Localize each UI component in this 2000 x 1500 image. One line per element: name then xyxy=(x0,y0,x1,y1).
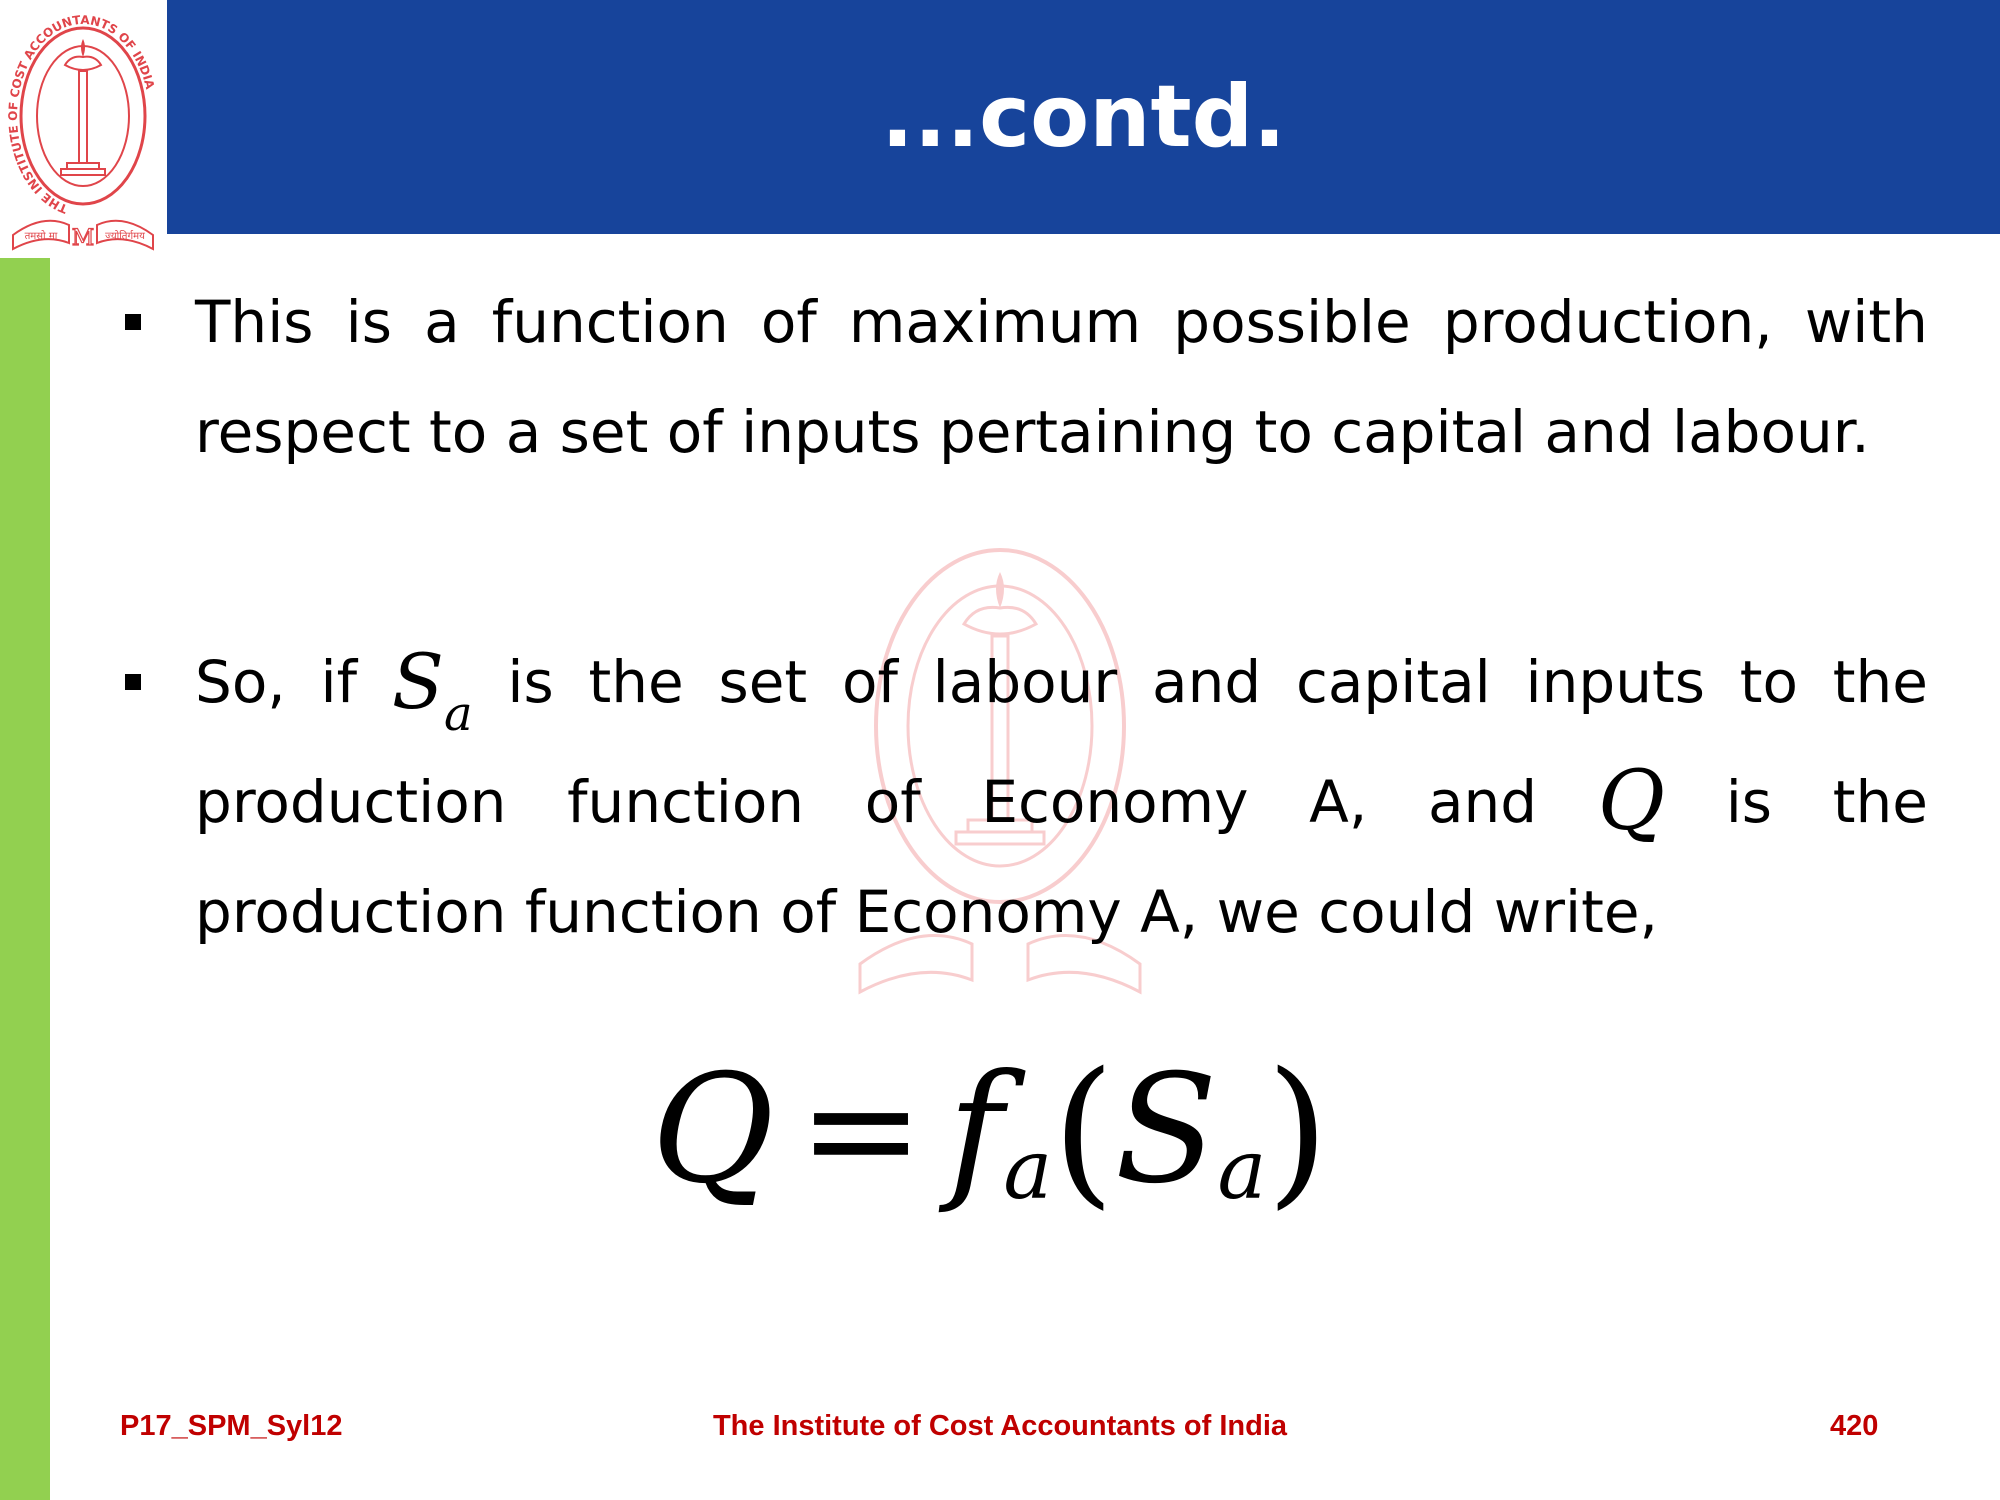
word: inputs xyxy=(1525,648,1705,716)
logo-motto-left: तमसो मा xyxy=(24,231,58,242)
bullet-marker xyxy=(125,314,141,330)
production-function-equation xyxy=(651,1020,1329,1240)
slide-title: ...contd. xyxy=(881,67,1286,167)
bullet-1-line-2: respect to a set of inputs pertaining to capital and labour. xyxy=(195,398,1870,466)
word: is xyxy=(507,648,554,716)
word: So, xyxy=(195,648,286,716)
bullet-2-line-1 xyxy=(195,627,1928,747)
symbol-s-a xyxy=(392,627,473,747)
word: This xyxy=(195,288,314,356)
bullet-paragraph-2 xyxy=(195,627,1928,967)
word: A, xyxy=(1309,768,1368,836)
footer-course-code: P17_SPM_Syl12 xyxy=(120,1410,343,1442)
word: is xyxy=(1725,768,1773,836)
word: is xyxy=(345,288,392,356)
word: of xyxy=(864,768,921,836)
equation-func: f xyxy=(947,1043,1004,1217)
logo-motto-right: ज्योतिर्गमय xyxy=(105,231,145,242)
symbol-s-a-subscript: a xyxy=(443,686,473,742)
word: and xyxy=(1427,768,1538,836)
bullet-1-line-1 xyxy=(195,267,1928,377)
bullet-paragraph-1 xyxy=(195,267,1928,487)
word: of xyxy=(760,288,817,356)
equation-arg-sub: a xyxy=(1217,1122,1267,1218)
word: labour xyxy=(932,648,1118,716)
word: of xyxy=(841,648,898,716)
institute-logo xyxy=(0,0,167,258)
word: the xyxy=(1832,768,1928,836)
equation-paren-close: ) xyxy=(1266,1036,1329,1224)
word: Economy xyxy=(981,768,1249,836)
bullet-marker xyxy=(125,674,141,690)
word: function xyxy=(567,768,805,836)
logo-emblem-letter: M xyxy=(71,226,95,251)
footer-page-number: 420 xyxy=(1830,1410,1879,1442)
word: set xyxy=(718,648,808,716)
bullet-2-line-2 xyxy=(195,747,1928,857)
word: capital xyxy=(1295,648,1491,716)
word: to xyxy=(1739,648,1798,716)
institute-logo-emblem-icon xyxy=(3,3,163,253)
word: production, xyxy=(1442,288,1773,356)
word: production xyxy=(195,768,507,836)
word: the xyxy=(1832,648,1928,716)
equation-lhs: Q xyxy=(651,1043,775,1217)
symbol-q xyxy=(1598,747,1665,857)
word: if xyxy=(320,648,358,716)
word: possible xyxy=(1173,288,1411,356)
logo-ring-text: THE INSTITUTE OF COST ACCOUNTANTS OF INDIA xyxy=(6,12,158,217)
equation-paren-open: ( xyxy=(1052,1036,1115,1224)
footer-institute-name: The Institute of Cost Accountants of India xyxy=(712,1410,1288,1442)
word: a xyxy=(424,288,460,356)
word: and xyxy=(1152,648,1262,716)
bullet-2-line-3: production function of Economy A, we could write, xyxy=(195,878,1658,946)
symbol-s-a-main: S xyxy=(391,637,444,726)
word: with xyxy=(1804,288,1928,356)
word: the xyxy=(588,648,684,716)
side-accent-bar xyxy=(0,258,50,1500)
equation-arg: S xyxy=(1114,1043,1218,1217)
word: function xyxy=(491,288,729,356)
equation-equals: = xyxy=(798,1043,924,1217)
word: maximum xyxy=(848,288,1142,356)
equation-func-sub: a xyxy=(1003,1122,1053,1218)
symbol-q-main: Q xyxy=(1597,754,1665,849)
